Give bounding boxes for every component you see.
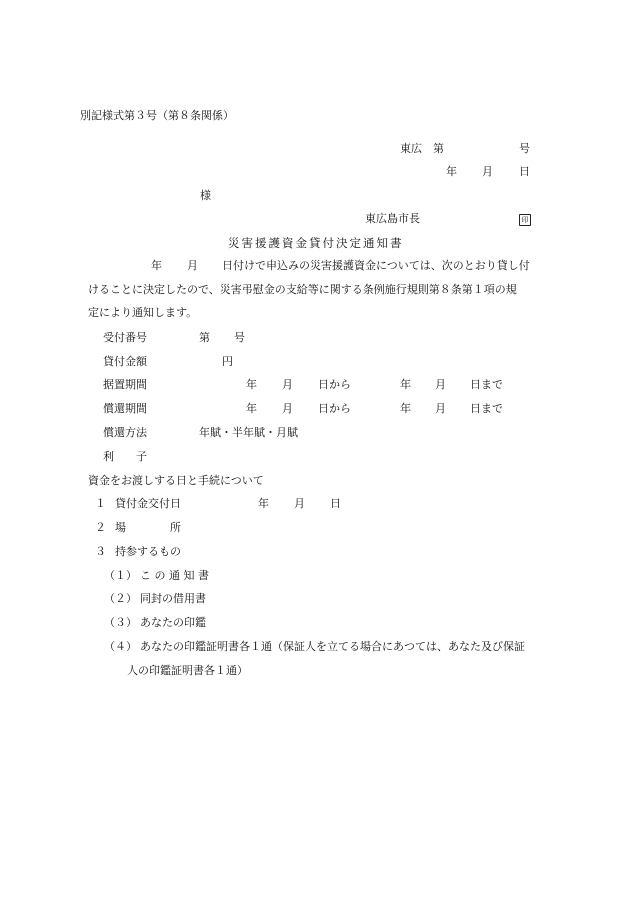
- issue-date-day: 日: [519, 165, 530, 178]
- body-year: 年: [151, 259, 162, 272]
- disbursement-day: 日: [330, 497, 341, 510]
- loan-amount-label: 貸付金額: [103, 355, 147, 368]
- item-3-number: ３: [95, 545, 106, 558]
- issue-date-month: 月: [482, 165, 493, 178]
- place-label: 場 所: [115, 521, 181, 534]
- body-line-1: 日付けで申込みの災害援護資金については、次のとおり貸し付: [222, 259, 530, 272]
- disbursement-year: 年: [258, 497, 269, 510]
- item-2-number: ２: [95, 521, 106, 534]
- item-1-number: １: [95, 497, 106, 510]
- addressee-suffix: 様: [200, 189, 211, 202]
- deferment-start-month: 月: [282, 378, 293, 391]
- seal-icon: 印: [519, 214, 531, 226]
- deferment-start-day: 日から: [318, 378, 351, 391]
- items-to-bring-label: 持参するもの: [115, 545, 181, 558]
- repayment-start-year: 年: [246, 402, 257, 415]
- repayment-method-label: 償還方法: [103, 426, 147, 439]
- repayment-method-value: 年賦・半年賦・月賦: [199, 426, 298, 439]
- sub-item-4-text-line-1: あなたの印鑑証明書各１通（保証人を立てる場合にあつては、あなた及び保証: [140, 640, 525, 653]
- repayment-end-month: 月: [435, 402, 446, 415]
- sub-item-4-text-line-2: 人の印鑑証明書各１通）: [127, 664, 248, 677]
- interest-label: 利 子: [103, 450, 147, 463]
- issue-date-year: 年: [446, 165, 457, 178]
- receipt-number-label: 受付番号: [103, 331, 147, 344]
- sub-item-3-text: あなたの印鑑: [140, 616, 206, 629]
- deferment-period-label: 据置期間: [103, 378, 147, 391]
- repayment-start-day: 日から: [318, 402, 351, 415]
- issuer-seal: [519, 212, 531, 226]
- receipt-number-prefix: 第: [199, 331, 210, 344]
- loan-amount-unit: 円: [222, 355, 233, 368]
- document-title: 災害援護資金貸付決定通知書: [228, 236, 404, 250]
- body-line-2: けることに決定したので、災害弔慰金の支給等に関する条例施行規則第８条第１項の規: [88, 283, 517, 296]
- body-month: 月: [187, 259, 198, 272]
- repayment-end-year: 年: [400, 402, 411, 415]
- repayment-period-label: 償還期間: [103, 402, 147, 415]
- sub-item-2-number: （２）: [104, 592, 137, 605]
- receipt-number-suffix: 号: [234, 331, 245, 344]
- document-number-suffix: 号: [519, 142, 530, 155]
- form-label: 別記様式第３号（第８条関係）: [80, 109, 234, 122]
- handover-heading: 資金をお渡しする日と手続について: [88, 474, 264, 487]
- body-line-3: 定により通知します。: [88, 306, 198, 319]
- deferment-start-year: 年: [246, 378, 257, 391]
- sub-item-1-text: こ の 通 知 書: [140, 569, 209, 582]
- deferment-end-day: 日まで: [470, 378, 503, 391]
- deferment-end-month: 月: [435, 378, 446, 391]
- repayment-start-month: 月: [282, 402, 293, 415]
- issuer-name: 東広島市長: [365, 212, 420, 225]
- deferment-end-year: 年: [400, 378, 411, 391]
- sub-item-1-number: （１）: [104, 569, 137, 582]
- document-number-prefix: 東広 第: [400, 142, 444, 155]
- disbursement-month: 月: [294, 497, 305, 510]
- repayment-end-day: 日まで: [470, 402, 503, 415]
- disbursement-date-label: 貸付金交付日: [115, 497, 181, 510]
- sub-item-3-number: （３）: [104, 616, 137, 629]
- sub-item-2-text: 同封の借用書: [140, 592, 206, 605]
- sub-item-4-number: （４）: [104, 640, 137, 653]
